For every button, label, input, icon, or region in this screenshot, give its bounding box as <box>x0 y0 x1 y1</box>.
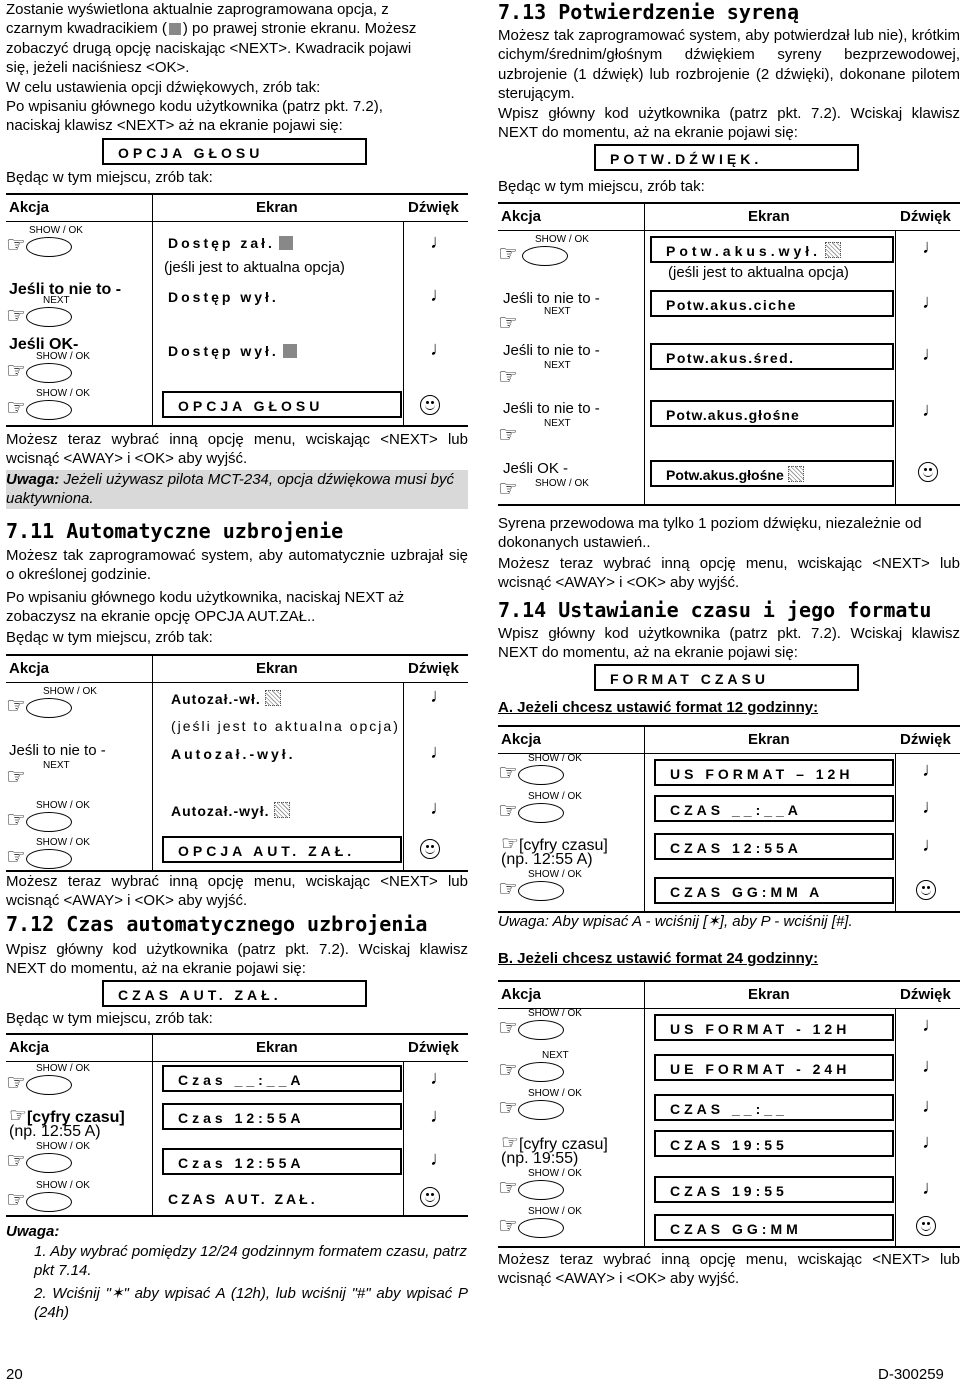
pointing-hand-icon: ☞ <box>498 1057 518 1082</box>
show-ok-key[interactable]: SHOW / OK ☞ <box>6 1063 90 1095</box>
short-beep-icon: ♩ <box>430 741 450 763</box>
lcd-screen: Czas __:__A <box>162 1065 402 1092</box>
table-siren: Akcja Ekran Dźwięk SHOW / OK ☞ Potw.akus.wył. ♩ (jeśli jest to aktualna opcja) Jeśli to nie to - NEXT ☞ Potw.akus.ciche ♩ Jeśli to nie to - NEXT ☞ Potw.akus.śred. ♩ Jeśli to nie to - NEXT ☞ Potw.akus.głośne ♩ Jeśli OK - SHOW / OK ☞ Potw.akus.głośne <box>498 202 960 506</box>
lcd-screen: Czas 12:55A <box>162 1103 402 1130</box>
next-key[interactable]: NEXT ☞ <box>498 360 571 389</box>
short-beep-icon: ♩ <box>922 1014 942 1036</box>
screen-text: Dostęp zał. <box>168 235 293 251</box>
intro-text: Zostanie wyświetlona aktualnie zaprogramowana opcja, z czarnym kwadracikiem ( ) po prawej stronie ekranu. Możesz zobaczyć drugą opcję naciskając <NEXT>. Kwadracik pojawi się, jeżeli naciśniesz <OK>. W celu ustawienia opcji dźwiękowych, zrób tak: Po wpisaniu głównego kodu użytkownika (patrz pkt. 7.2), naciskaj klawisz <NEXT> aż na ekranie pojawi się: <box>6 1 417 135</box>
show-ok-key[interactable]: SHOW / OK ☞ <box>6 686 97 718</box>
lcd-screen: US FORMAT - 12H <box>654 1014 894 1041</box>
table-header: Akcja Ekran Dźwięk <box>498 204 960 231</box>
pointing-hand-icon: ☞ <box>6 807 26 832</box>
lcd-screen: Potw.akus.ciche <box>650 290 894 317</box>
digits-action: ☞[cyfry czasu] <box>501 833 608 855</box>
happy-tune-icon <box>420 1187 440 1207</box>
pointing-hand-icon: ☞ <box>498 876 518 901</box>
short-beep-icon: ♩ <box>922 1131 942 1153</box>
page-number: 20 <box>6 1366 23 1383</box>
table-format-12h: Akcja Ekran Dźwięk SHOW / OK ☞ US FORMAT – 12H ♩ SHOW / OK ☞ CZAS __:__A ♩ ☞[cyfry czasu] (np. 12:55 A) CZAS 12:55A ♩ SHOW / OK ☞ CZAS GG:MM A <box>498 725 960 913</box>
show-ok-key[interactable]: SHOW / OK ☞ <box>6 837 90 869</box>
short-beep-icon: ♩ <box>430 797 450 819</box>
black-square-icon <box>279 236 293 250</box>
table-header: Akcja Ekran Dźwięk <box>6 195 468 222</box>
pointing-hand-icon: ☞ <box>501 1132 519 1154</box>
pointing-hand-icon: ☞ <box>6 693 26 718</box>
table-auto-arm: Akcja Ekran Dźwięk SHOW / OK ☞ Autozał.-wł. ♩ (jeśli jest to aktualna opcja) Jeśli to nie to - NEXT ☞ Autozał.-wył. ♩ SHOW / OK ☞ Autozał.-wył. ♩ SHOW / OK ☞ OPCJA AUT. ZAŁ. <box>6 654 468 872</box>
pointing-hand-icon: ☞ <box>498 1095 518 1120</box>
short-beep-icon: ♩ <box>430 284 450 306</box>
show-ok-key[interactable]: SHOW / OK ☞ <box>498 1008 582 1040</box>
short-beep-icon: ♩ <box>922 343 942 365</box>
lcd-screen: CZAS 19:55 <box>654 1130 894 1157</box>
short-beep-icon: ♩ <box>430 338 450 360</box>
short-beep-icon: ♩ <box>430 231 450 253</box>
warning-box: Uwaga: Jeżeli używasz pilota MCT-234, opcja dźwiękowa musi być uaktywniona. <box>6 470 468 509</box>
pointing-hand-icon: ☞ <box>6 395 26 420</box>
black-square-icon <box>283 344 297 358</box>
table-header: Akcja Ekran Dźwięk <box>498 727 960 754</box>
pointing-hand-icon: ☞ <box>498 364 518 389</box>
pointing-hand-icon: ☞ <box>6 764 26 789</box>
short-beep-icon: ♩ <box>430 1105 450 1127</box>
pointing-hand-icon: ☞ <box>6 303 26 328</box>
table-header: Akcja Ekran Dźwięk <box>498 982 960 1009</box>
table-format-24h: Akcja Ekran Dźwięk SHOW / OK ☞ US FORMAT - 12H ♩ NEXT ☞ UE FORMAT - 24H ♩ SHOW / OK ☞ CZAS __:__ ♩ ☞[cyfry czasu] (np. 19:55) CZAS 19:55 ♩ SHOW / OK ☞ CZAS 19:55 ♩ SHOW / OK ☞ CZAS GG:MM <box>498 980 960 1248</box>
next-key[interactable]: NEXT ☞ <box>498 306 571 335</box>
lcd-screen: Potw.akus.głośne <box>650 400 894 427</box>
pointing-hand-icon: ☞ <box>6 844 26 869</box>
empty-square-icon <box>265 690 281 706</box>
pointing-hand-icon: ☞ <box>498 310 518 335</box>
digits-action: ☞[cyfry czasu] <box>501 1132 608 1154</box>
pointing-hand-icon: ☞ <box>6 1070 26 1095</box>
happy-tune-icon <box>916 880 936 900</box>
lcd-screen: CZAS GG:MM <box>654 1214 894 1241</box>
pointing-hand-icon: ☞ <box>6 358 26 383</box>
pointing-hand-icon: ☞ <box>498 1175 518 1200</box>
table-auto-arm-time: Akcja Ekran Dźwięk SHOW / OK ☞ Czas __:__A ♩ ☞[cyfry czasu] (np. 12:55 A) Czas 12:55A ♩ SHOW / OK ☞ Czas 12:55A ♩ SHOW / OK ☞ CZAS AUT. ZAŁ. <box>6 1033 468 1217</box>
lcd-time-format: FORMAT CZASU <box>594 664 859 691</box>
show-ok-key[interactable]: SHOW / OK ☞ <box>498 869 582 901</box>
document-code: D-300259 <box>878 1366 944 1383</box>
lcd-screen: CZAS GG:MM A <box>654 877 894 904</box>
pointing-hand-icon: ☞ <box>498 422 518 447</box>
next-key[interactable]: NEXT ☞ <box>6 760 70 789</box>
next-key[interactable]: NEXT ☞ <box>6 293 76 325</box>
show-ok-key[interactable]: SHOW / OK ☞ <box>498 791 582 823</box>
pointing-hand-icon: ☞ <box>498 798 518 823</box>
show-ok-key[interactable]: SHOW / OK ☞ <box>6 351 90 383</box>
short-beep-icon: ♩ <box>430 1148 450 1170</box>
short-beep-icon: ♩ <box>430 685 450 707</box>
pointing-hand-icon: ☞ <box>6 1187 26 1212</box>
screen-text: Autozał.-wył. <box>171 802 290 819</box>
short-beep-icon: ♩ <box>922 796 942 818</box>
lcd-screen: Czas 12:55A <box>162 1148 402 1175</box>
show-ok-key[interactable]: SHOW / OK ☞ <box>498 476 589 501</box>
short-beep-icon: ♩ <box>922 1177 942 1199</box>
empty-square-icon <box>825 242 841 258</box>
lcd-screen: Potw.akus.śred. <box>650 343 894 370</box>
pointing-hand-icon: ☞ <box>498 1213 518 1238</box>
show-ok-key[interactable]: SHOW / OK ☞ <box>6 388 90 420</box>
happy-tune-icon <box>420 839 440 859</box>
black-square-icon <box>169 23 181 35</box>
short-beep-icon: ♩ <box>922 291 942 313</box>
pointing-hand-icon: ☞ <box>9 1105 27 1127</box>
lcd-screen: CZAS 19:55 <box>654 1176 894 1203</box>
short-beep-icon: ♩ <box>922 1095 942 1117</box>
empty-square-icon <box>788 466 804 482</box>
lcd-auto-arm-time: CZAS AUT. ZAŁ. <box>102 980 367 1007</box>
short-beep-icon: ♩ <box>922 834 942 856</box>
short-beep-icon: ♩ <box>922 1055 942 1077</box>
pointing-hand-icon: ☞ <box>498 1015 518 1040</box>
lcd-siren: POTW.DŹWIĘK. <box>594 144 859 171</box>
next-key[interactable]: NEXT ☞ <box>498 418 571 447</box>
lcd-screen: Potw.akus.wył. <box>650 236 894 263</box>
table-header: Akcja Ekran Dźwięk <box>6 656 468 683</box>
show-ok-key[interactable]: SHOW / OK ☞ <box>498 1168 582 1200</box>
lcd-screen: CZAS 12:55A <box>654 833 894 860</box>
lcd-screen: OPCJA AUT. ZAŁ. <box>162 836 402 863</box>
happy-tune-icon <box>916 1216 936 1236</box>
screen-text: Autozał.-wł. <box>171 690 281 707</box>
pointing-hand-icon: ☞ <box>6 1148 26 1173</box>
lcd-screen: CZAS __:__ <box>654 1094 894 1121</box>
pointing-hand-icon: ☞ <box>501 833 519 855</box>
pointing-hand-icon: ☞ <box>6 232 26 257</box>
next-key[interactable]: NEXT ☞ <box>498 1050 569 1082</box>
lcd-screen: CZAS __:__A <box>654 795 894 822</box>
show-ok-key[interactable]: SHOW / OK ☞ <box>498 234 589 266</box>
lcd-screen: US FORMAT – 12H <box>654 759 894 786</box>
show-ok-key[interactable]: SHOW / OK ☞ <box>6 800 90 832</box>
table-voice: Akcja Ekran Dźwięk SHOW / OK ☞ Dostęp zał. ♩ (jeśli jest to aktualna opcja) Jeśli to nie to - NEXT ☞ Dostęp wył. ♩ Jeśli OK- SHOW / OK ☞ Dostęp wył. ♩ SHOW / OK ☞ OPCJA GŁOSU <box>6 193 468 427</box>
show-ok-key[interactable]: SHOW / OK ☞ <box>6 1180 90 1212</box>
lcd-screen: UE FORMAT - 24H <box>654 1054 894 1081</box>
happy-tune-icon <box>420 395 440 415</box>
short-beep-icon: ♩ <box>922 399 942 421</box>
pointing-hand-icon: ☞ <box>498 476 518 501</box>
short-beep-icon: ♩ <box>922 759 942 781</box>
lcd-screen: Potw.akus.głośne <box>650 460 894 487</box>
screen-text: Dostęp wył. <box>168 343 297 359</box>
show-ok-key[interactable]: SHOW / OK ☞ <box>6 1141 90 1173</box>
pointing-hand-icon: ☞ <box>498 241 518 266</box>
show-ok-key[interactable]: SHOW / OK ☞ <box>498 1088 582 1120</box>
lcd-voice-option: OPCJA GŁOSU <box>102 138 367 165</box>
short-beep-icon: ♩ <box>922 236 942 258</box>
show-ok-key[interactable]: SHOW / OK ☞ <box>498 753 582 785</box>
happy-tune-icon <box>918 462 938 482</box>
show-ok-key[interactable]: SHOW / OK ☞ <box>6 225 83 257</box>
short-beep-icon: ♩ <box>430 1067 450 1089</box>
empty-square-icon <box>274 802 290 818</box>
digits-action: ☞[cyfry czasu] <box>9 1105 125 1127</box>
pointing-hand-icon: ☞ <box>498 760 518 785</box>
show-ok-key[interactable]: SHOW / OK ☞ <box>498 1206 582 1238</box>
table-header: Akcja Ekran Dźwięk <box>6 1035 468 1062</box>
lcd-screen: OPCJA GŁOSU <box>162 391 402 418</box>
